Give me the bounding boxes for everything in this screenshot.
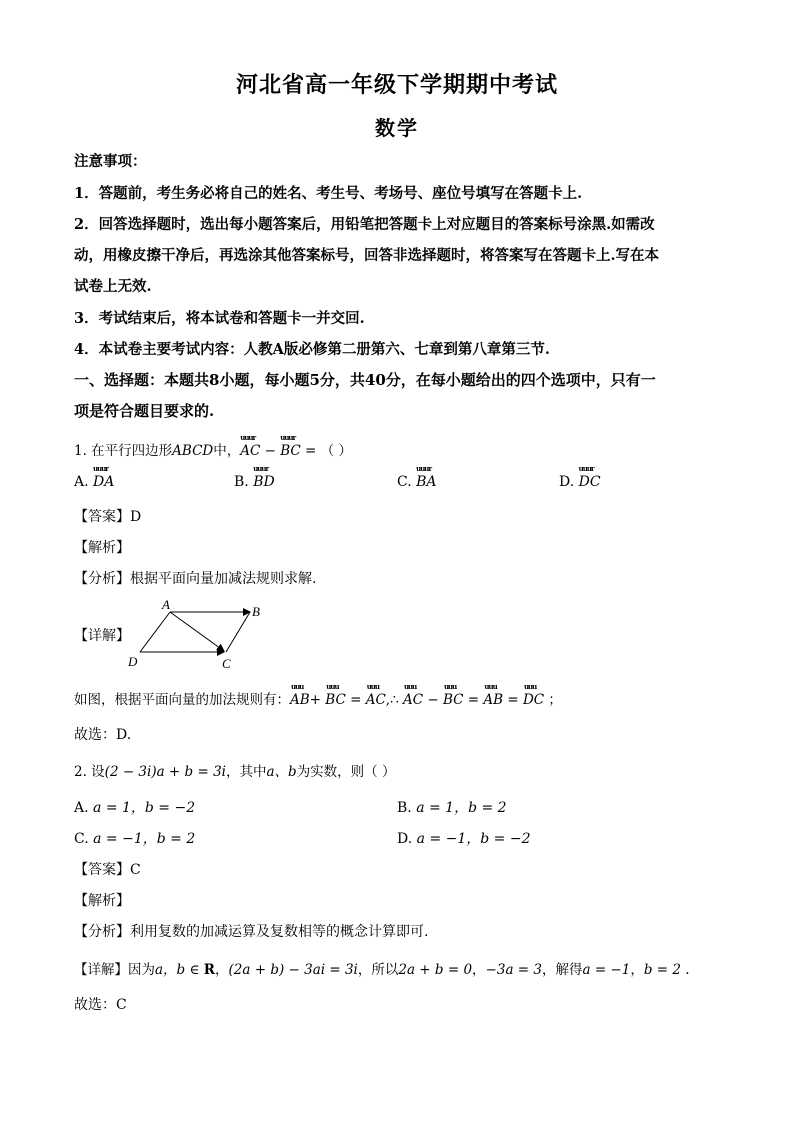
q2-fenxi-text: 利用复数的加减运算及复数相等的概念计算即可. — [130, 924, 429, 940]
solution-end: ； — [544, 692, 562, 708]
q2-detail-p1: 因为 — [128, 962, 155, 978]
question-1-solution — [74, 688, 562, 708]
question-1-analysis-tag: 【解析】 — [74, 540, 130, 556]
question-2-choose: 故选：C — [74, 997, 127, 1013]
solution-equals-1: = — [345, 692, 366, 708]
question-1-option-d — [559, 474, 601, 490]
question-2-analysis-tag: 【解析】 — [74, 893, 130, 909]
q2-detail-p3: ，所以 — [357, 962, 399, 978]
option-c-vector: uuur BA — [416, 474, 436, 490]
q2-option-b-text: a = 1，b = 2 — [416, 800, 507, 816]
q2-option-d-label: D. — [397, 831, 413, 847]
q2-detail-real-set: R — [203, 962, 216, 978]
exam-subject: 数学 — [375, 116, 419, 140]
q2-detail-p7: . — [680, 962, 690, 978]
solution-vector-dc: uuu DC — [523, 692, 544, 708]
q2-detail-p5: ，解得 — [541, 962, 583, 978]
q2-detail-p4: ， — [472, 962, 486, 978]
question-1-option-c — [397, 474, 437, 490]
notice-item-2-line-3: 试卷上无效. — [74, 278, 152, 295]
q2-detail-eq2: −3a = 3 — [485, 962, 542, 978]
solution-vector-ac-2: uuu AC — [403, 692, 423, 708]
q2-answer-value: C — [130, 862, 141, 878]
q2-fenxi-tag: 【分析】 — [74, 924, 130, 940]
solution-vector-ac: uuu AC — [366, 692, 386, 708]
q2-option-a-label: A. — [74, 800, 89, 816]
solution-minus: − — [423, 692, 443, 708]
notice-item-3: 3．考试结束后，将本试卷和答题卡一并交回. — [74, 310, 365, 327]
section-1-heading-line-1: 一、选择题：本题共8小题，每小题5分，共40分，在每小题给出的四个选项中，只有一 — [74, 371, 656, 389]
q2-stem-vars: a、b — [266, 764, 297, 780]
vector-ac-line — [170, 612, 224, 651]
q2-stem-suffix: ，其中 — [225, 764, 267, 780]
q2-option-c-label: C. — [74, 831, 89, 847]
q2-detail-tag: 【详解】 — [74, 962, 128, 978]
solution-equals-3: = — [503, 692, 523, 708]
question-2-option-a — [74, 797, 195, 817]
question-1-minus: − — [260, 443, 281, 459]
q2-stem-prefix: 2. 设 — [74, 764, 105, 780]
question-2-stem — [74, 760, 395, 780]
q2-option-c-text: a = −1，b = 2 — [93, 831, 196, 847]
q2-detail-vars: a，b ∈ — [155, 962, 204, 978]
question-2-answer — [74, 859, 141, 879]
point-a-label: A — [162, 597, 170, 612]
parallelogram-diagram — [126, 596, 276, 672]
q2-option-d-text: a = −1，b = −2 — [416, 831, 531, 847]
q2-detail-eq1: 2a + b = 0 — [398, 962, 473, 978]
option-b-vector: uuur BD — [253, 474, 275, 490]
option-b-label: B. — [234, 474, 249, 490]
edge-bc-line — [226, 612, 250, 652]
solution-vector-bc: uuu BC — [325, 692, 346, 708]
question-2-detail — [74, 958, 690, 978]
question-1-suffix: = （ ） — [300, 443, 352, 459]
question-1-choose: 故选：D. — [74, 727, 132, 743]
exam-title: 河北省高一年级下学期期中考试 — [235, 72, 558, 98]
question-2-option-d — [397, 828, 531, 848]
solution-vector-ab: uuu AB — [290, 692, 310, 708]
q2-option-b-label: B. — [397, 800, 412, 816]
q2-detail-expression: (2a + b) − 3ai = 3i — [228, 962, 358, 978]
question-2-fenxi — [74, 921, 428, 941]
solution-prefix: 如图，根据平面向量的加法规则有： — [74, 692, 290, 708]
notice-item-4: 4．本试卷主要考试内容：人教A版必修第二册第六、七章到第八章第三节. — [74, 341, 550, 358]
option-a-label: A. — [74, 474, 89, 490]
notice-heading: 注意事项： — [74, 153, 147, 170]
point-c-label: C — [222, 656, 231, 671]
q2-option-a-text: a = 1，b = −2 — [93, 800, 196, 816]
point-d-label: D — [128, 654, 138, 669]
fenxi-tag: 【分析】 — [74, 571, 130, 587]
option-d-label: D. — [559, 474, 575, 490]
q2-answer-tag: 【答案】 — [74, 862, 130, 878]
notice-item-1-text: 1．答题前，考生务必将自己的姓名、考生号、考场号、座位号填写在答题卡上. — [74, 185, 583, 202]
point-b-label: B — [252, 604, 260, 619]
solution-plus: + — [309, 692, 326, 708]
q2-stem-end: 为实数，则（ ） — [296, 764, 396, 780]
solution-therefore: ,∴ — [385, 692, 403, 708]
q2-detail-res2: b = 2 — [643, 962, 681, 978]
question-1-option-a — [74, 474, 114, 490]
question-1-vector-ac: uuur AC — [240, 443, 260, 459]
answer-tag: 【答案】 — [74, 509, 130, 525]
question-1-option-b — [234, 474, 275, 490]
solution-equals-2: = — [463, 692, 484, 708]
q2-detail-res1: a = −1 — [582, 962, 631, 978]
notice-item-2-line-1: 2．回答选择题时，选出每小题答案后，用铅笔把答题卡上对应题目的答案标号涂黑.如需改 — [74, 216, 655, 233]
question-2-option-c — [74, 828, 195, 848]
q2-detail-p6: ， — [630, 962, 644, 978]
notice-item-2-line-2: 动，用橡皮擦干净后，再选涂其他答案标号，回答非选择题时，将答案写在答题卡上.写在本 — [74, 247, 660, 264]
question-1-detail-tag: 【详解】 — [74, 628, 130, 644]
fenxi-text: 根据平面向量加减法规则求解. — [130, 571, 317, 587]
question-1-fenxi — [74, 568, 316, 588]
option-c-label: C. — [397, 474, 412, 490]
section-1-heading-line-2: 项是符合题目要求的. — [74, 402, 215, 420]
solution-vector-ab-2: uuu AB — [483, 692, 503, 708]
question-1-mid: 中， — [213, 443, 241, 459]
edge-da-line — [140, 612, 170, 652]
question-2-option-b — [397, 797, 507, 817]
q2-stem-expression: (2 − 3i)a + b = 3i — [104, 764, 226, 780]
question-1-vector-bc: uuur BC — [280, 443, 301, 459]
option-d-vector: uuur DC — [579, 474, 601, 490]
q2-detail-p2: ， — [215, 962, 229, 978]
question-1-prefix: 1. 在平行四边形 — [74, 443, 173, 459]
notice-item-1 — [74, 182, 582, 203]
solution-vector-bc-2: uuu BC — [443, 692, 464, 708]
question-1-answer — [74, 506, 141, 526]
answer-value: D — [130, 509, 142, 525]
question-1-shape: ABCD — [172, 443, 214, 459]
option-a-vector: uuur DA — [93, 474, 114, 490]
question-1-stem — [74, 439, 352, 459]
